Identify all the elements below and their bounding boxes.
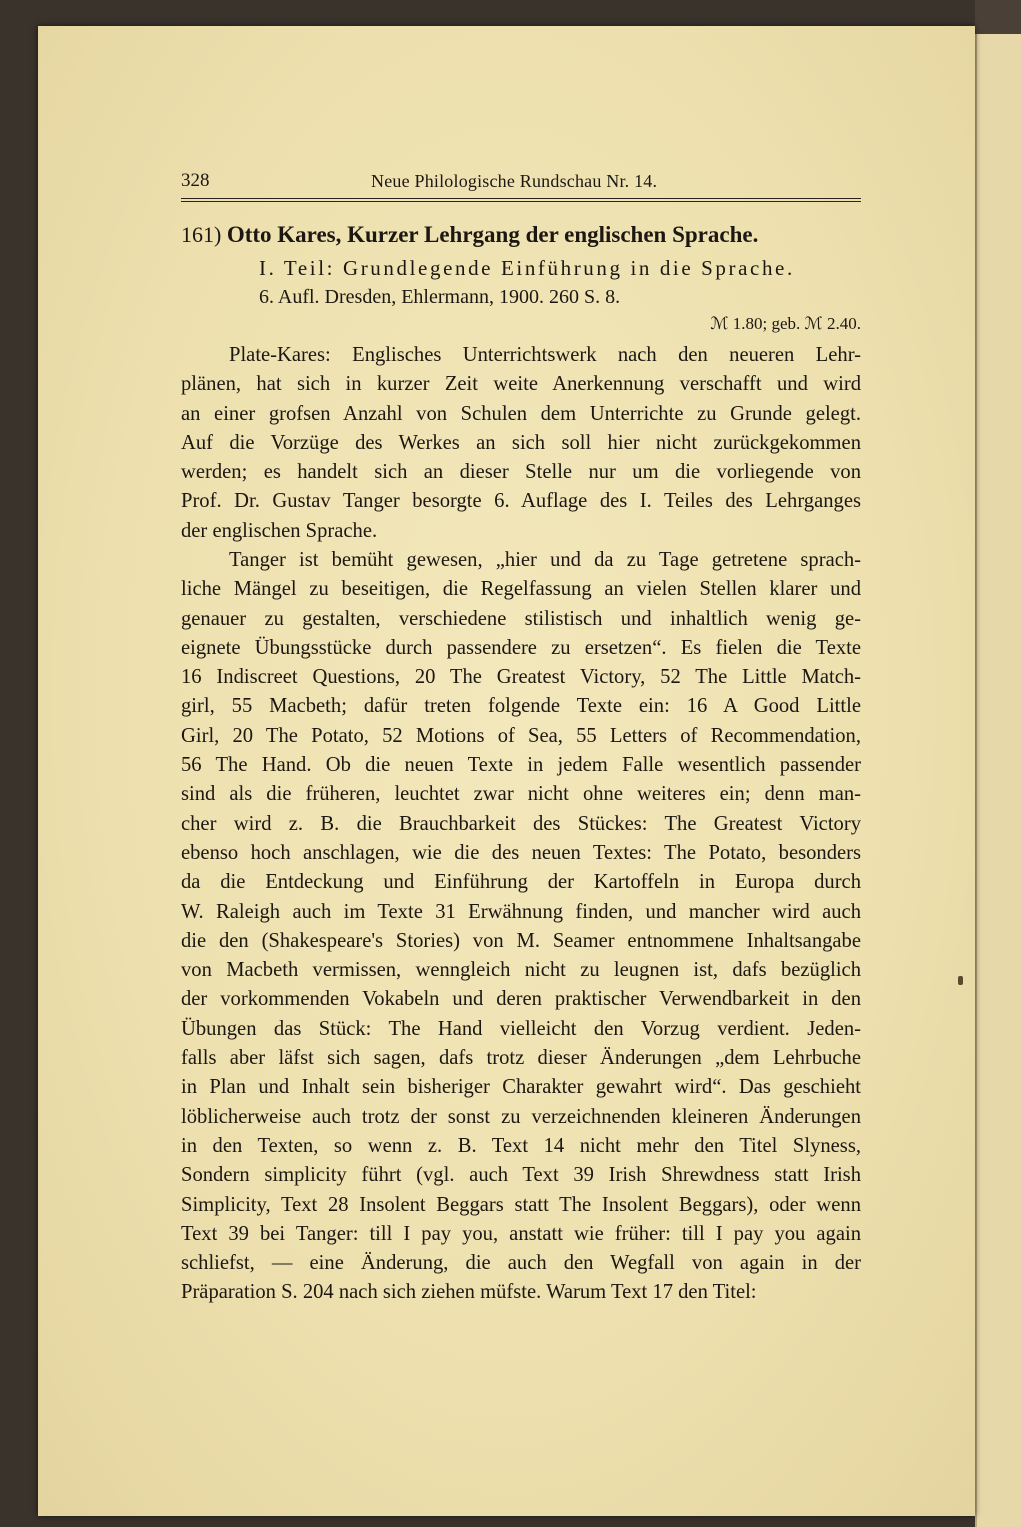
entry-imprint: 6. Aufl. Dresden, Ehlermann, 1900. 260 S. 8. [259,286,621,308]
text-line: in Plan und Inhalt sein bisheriger Charakter gewahrt wird“. Das geschieht [181,1076,861,1099]
text-line: Auf die Vorzüge des Werkes an sich soll hier nicht zurückgekommen [181,431,861,454]
text-line: Girl, 20 The Potato, 52 Motions of Sea, 55 Letters of Recommendation, [181,724,861,747]
text-line: Plate-Kares: Englisches Unterrichtswerk nach den neueren Lehr- [229,344,861,366]
entry-number: 161) [181,222,222,247]
text-line: der englischen Sprache. [181,519,378,542]
text-line: Sondern simplicity führt (vgl. auch Text 39 Irish Shrewdness statt Irish [181,1164,861,1187]
entry-price: ℳ 1.80; geb. ℳ 2.40. [710,314,861,333]
text-line: eignete Übungsstücke durch passendere zu ersetzen“. Es fielen die Texte [181,636,861,659]
text-line: Übungen das Stück: The Hand vielleicht den Vorzug verdient. Jeden- [181,1017,861,1040]
text-line: in den Texten, so wenn z. B. Text 14 nicht mehr den Titel Slyness, [181,1134,861,1157]
text-line: falls aber läfst sich sagen, dafs trotz dieser Änderungen „dem Lehrbuche [181,1047,861,1070]
text-line: der vorkommenden Vokabeln und deren praktischer Verwendbarkeit in den [181,988,861,1011]
entry-title-line [181,222,758,248]
text-line: Präparation S. 204 nach sich ziehen müfste. Warum Text 17 den Titel: [181,1281,757,1304]
text-line: 16 Indiscreet Questions, 20 The Greatest Victory, 52 The Little Match- [181,666,861,689]
entry-title: Otto Kares, Kurzer Lehrgang der englischen Sprache. [226,222,759,247]
binding-edge [975,0,1021,34]
text-line: sind als die früheren, leuchtet zwar nicht ohne weiteres ein; denn man- [181,783,861,806]
text-line: Text 39 bei Tanger: till I pay you, anstatt wie früher: till I pay you again [181,1222,861,1245]
text-line: ebenso hoch anschlagen, wie die des neuen Textes: The Potato, besonders [181,841,861,864]
header-rule [181,198,861,202]
text-line: liche Mängel zu beseitigen, die Regelfassung an vielen Stellen klarer und [181,578,861,601]
text-line: Prof. Dr. Gustav Tanger besorgte 6. Auflage des I. Teiles des Lehrganges [181,490,861,513]
entry-subtitle: I. Teil: Grundlegende Einführung in die Sprache. [259,256,795,280]
paragraph-2 [181,546,861,1308]
text-line: an einer grofsen Anzahl von Schulen dem Unterrichte zu Grunde gelegt. [181,402,861,425]
text-line: 56 The Hand. Ob die neuen Texte in jedem Falle wesentlich passender [181,754,861,777]
text-line: cher wird z. B. die Brauchbarkeit des Stückes: The Greatest Victory [181,812,861,835]
margin-mark [958,976,963,985]
text-line: plänen, hat sich in kurzer Zeit weite Anerkennung verschafft und wird [181,373,861,396]
text-line: Simplicity, Text 28 Insolent Beggars statt The Insolent Beggars), oder wenn [181,1193,861,1216]
text-line: die den (Shakespeare's Stories) von M. Seamer entnommene Inhaltsangabe [181,929,861,952]
paragraph-1 [181,341,861,546]
text-line: Tanger ist bemüht gewesen, „hier und da zu Tage getretene sprach- [229,549,861,571]
text-line: von Macbeth vermissen, wenngleich nicht zu leugnen ist, dafs bezüglich [181,959,861,982]
adjacent-page-edge [975,34,1021,1527]
text-line: girl, 55 Macbeth; dafür treten folgende Texte ein: 16 A Good Little [181,695,861,718]
text-line: da die Entdeckung und Einführung der Kartoffeln in Europa durch [181,871,861,894]
page-number: 328 [181,170,210,191]
text-line: W. Raleigh auch im Texte 31 Erwähnung finden, und mancher wird auch [181,900,861,923]
text-line: schliefst, — eine Änderung, die auch den Wegfall von again in der [181,1252,861,1275]
running-title: Neue Philologische Rundschau Nr. 14. [371,171,658,191]
text-line: genauer zu gestalten, verschiedene stilistisch und inhaltlich wenig ge- [181,607,861,630]
text-line: werden; es handelt sich an dieser Stelle nur um die vorliegende von [181,461,861,484]
text-line: löblicherweise auch trotz der sonst zu verzeichnenden kleineren Änderungen [181,1105,861,1128]
